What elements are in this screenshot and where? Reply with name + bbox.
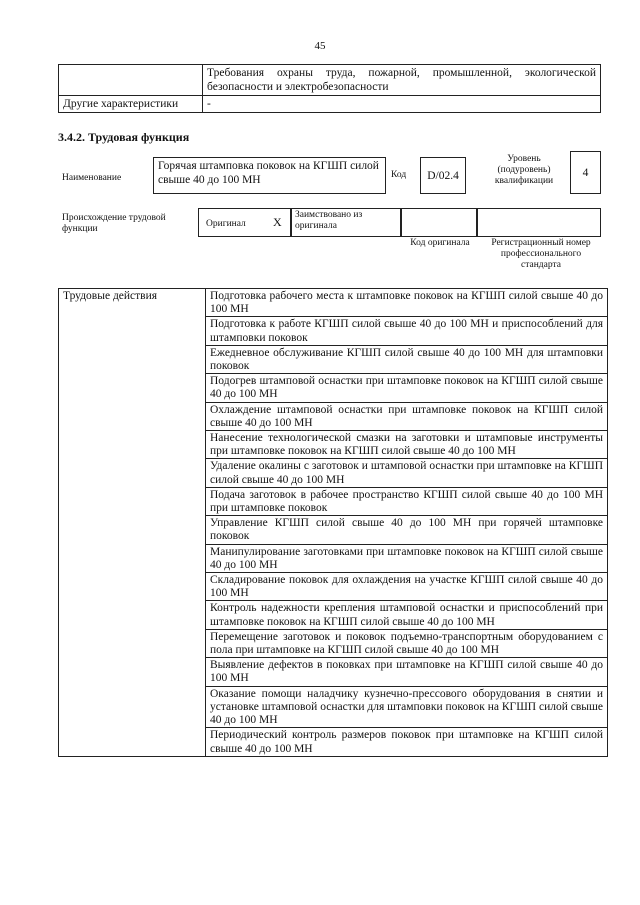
labor-actions-label: Трудовые действия xyxy=(59,289,206,757)
labor-action-item: Управление КГШП силой свыше 40 до 100 МН при горячей штамповке поковок xyxy=(206,516,608,544)
labor-action-item: Охлаждение штамповой оснастки при штамповке поковок на КГШП силой свыше 40 до 100 МН xyxy=(206,402,608,430)
section-title: 3.4.2. Трудовая функция xyxy=(58,130,190,144)
labor-action-item: Выявление дефектов в поковках при штамповке на КГШП силой свыше 40 до 100 МН xyxy=(206,658,608,686)
labor-action-item: Нанесение технологической смазки на заготовки и штамповые инструменты при штамповке поковок на КГШП силой свыше 40 до 100 МН xyxy=(206,431,608,459)
row-value: - xyxy=(203,96,601,113)
original-code-cell xyxy=(401,208,477,237)
page-number: 45 xyxy=(314,40,326,52)
table-row xyxy=(59,289,608,317)
name-label: Наименование xyxy=(62,173,122,183)
original-mark: X xyxy=(273,215,282,229)
labor-action-item: Манипулирование заготовками при штамповке поковок на КГШП силой свыше 40 до 100 МН xyxy=(206,544,608,572)
original-code-label: Код оригинала xyxy=(410,238,470,248)
labor-action-item: Складирование поковок для охлаждения на участке КГШП силой свыше 40 до 100 МН xyxy=(206,573,608,601)
labor-actions-table xyxy=(58,288,608,757)
labor-action-item: Перемещение заготовок и поковок подъемно-транспортным оборудованием с пола при штамповке на КГШП силой свыше 40 до 100 МН xyxy=(206,629,608,657)
original-label: Оригинал xyxy=(206,219,246,229)
reg-number-label: Регистрационный номер профессионального стандарта xyxy=(491,238,591,270)
labor-action-item: Подготовка к работе КГШП силой свыше 40 до 100 МН и приспособлений для штамповки поковок xyxy=(206,317,608,345)
table-row xyxy=(59,96,601,113)
qualification-level-value: 4 xyxy=(570,151,601,194)
row-label: Другие характеристики xyxy=(59,96,203,113)
borrowed-label: Заимствовано из оригинала xyxy=(295,210,363,231)
labor-action-item: Оказание помощи наладчику кузнечно-прессового оборудования в снятии и установке штамповой оснастки для штамповки поковок на КГШП силой свыше 40 до 100 МН xyxy=(206,686,608,728)
level-label: Уровень (подуровень) квалификации xyxy=(494,154,554,186)
labor-action-item: Удаление окалины с заготовок и штамповой оснастки при штамповке на КГШП силой свыше 40 до 100 МН xyxy=(206,459,608,487)
labor-action-item: Подогрев штамповой оснастки при штамповке поковок на КГШП силой свыше 40 до 100 МН xyxy=(206,374,608,402)
function-code-value: D/02.4 xyxy=(420,157,466,194)
table-row xyxy=(59,65,601,96)
labor-action-item: Ежедневное обслуживание КГШП силой свыше 40 до 100 МН для штамповки поковок xyxy=(206,345,608,373)
row-value: Требования охраны труда, пожарной, промышленной, экологической безопасности и электробезопасности xyxy=(203,65,601,96)
function-name-value: Горячая штамповка поковок на КГШП силой свыше 40 до 100 МН xyxy=(153,157,386,194)
origin-label: Происхождение трудовой функции xyxy=(62,213,166,234)
labor-action-item: Подготовка рабочего места к штамповке поковок на КГШП силой свыше 40 до 100 МН xyxy=(206,289,608,317)
labor-action-item: Подача заготовок в рабочее пространство КГШП силой свыше 40 до 100 МН при штамповке поковок xyxy=(206,487,608,515)
row-label xyxy=(59,65,203,96)
reg-number-cell xyxy=(477,208,601,237)
code-label: Код xyxy=(391,170,407,180)
labor-action-item: Контроль надежности крепления штамповой оснастки и приспособлений при штамповке поковок на КГШП силой свыше 40 до 100 МН xyxy=(206,601,608,629)
requirements-table xyxy=(58,64,601,113)
labor-action-item: Периодический контроль размеров поковок при штамповке на КГШП силой свыше 40 до 100 МН xyxy=(206,728,608,756)
